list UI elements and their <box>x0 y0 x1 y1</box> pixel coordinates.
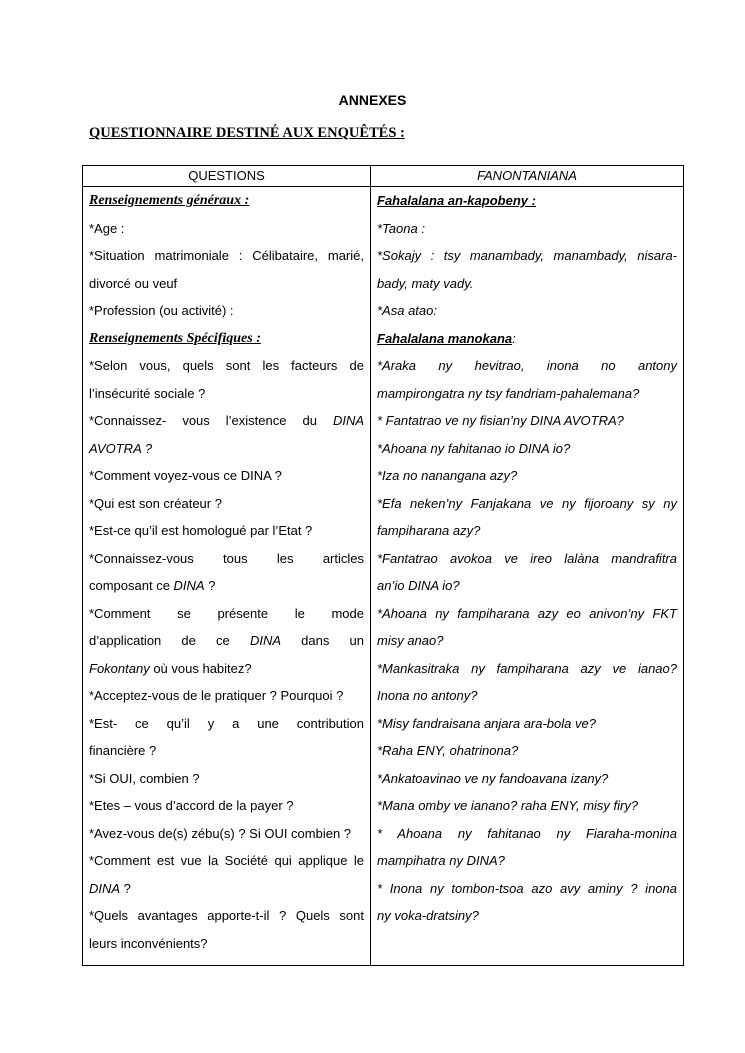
question-connaissez-dina: DINA <box>332 413 364 428</box>
questions-column <box>83 187 371 966</box>
question-mode-habitez: où vous habitez? <box>149 660 252 676</box>
question-age: *Age : <box>89 220 125 236</box>
fanontaniana-tombon-line1: * Inona ny tombon-tsoa azo avy aminy ? inona <box>377 880 677 896</box>
question-zebu: *Avez-vous de(s) zébu(s) ? Si OUI combien ? <box>89 825 352 841</box>
fanontaniana-araka-line1: *Araka ny hevitrao, inona no antony <box>377 358 677 373</box>
question-profession: *Profession (ou activité) : <box>89 303 234 318</box>
question-societe-dina: DINA <box>89 880 121 896</box>
question-connaissez-line2 <box>89 435 364 463</box>
question-mode-line2 <box>89 627 364 655</box>
fanontaniana-fiaraha-line2: mampihatra ny DINA? <box>377 853 505 868</box>
fanontaniana-raha-eny: *Raha ENY, ohatrinona? <box>377 743 519 758</box>
question-avantages-line1: *Quels avantages apporte-t-il ? Quels sont <box>89 908 364 923</box>
question-articles-line1: *Connaissez-vous tous les articles <box>89 550 364 566</box>
fanontaniana-asa: *Asa atao: <box>377 303 437 318</box>
header-questions: QUESTIONS <box>83 166 371 187</box>
fanontaniana-column <box>371 187 684 966</box>
fanontaniana-ahoana-fampiharana-line2: misy anao? <box>377 633 444 648</box>
question-connaissez-avotra: AVOTRA ? <box>89 440 153 456</box>
table-row <box>83 187 684 966</box>
question-situation-line1: *Situation matrimoniale : Célibataire, marié, <box>89 248 364 263</box>
question-mode-dina: DINA <box>249 633 282 648</box>
question-situation-line2: divorcé ou veuf <box>89 275 178 291</box>
page-title: ANNEXES <box>338 92 407 108</box>
fahalalana-manokana-heading <box>377 325 677 353</box>
fanontaniana-tombon-line2: ny voka-dratsiny? <box>377 908 479 923</box>
fanontaniana-fantatrao-avokoa-line1: *Fantatrao avokoa ve ireo lalàna mandrafitra <box>377 550 677 566</box>
fanontaniana-efa-line1: *Efa neken’ny Fanjakana ve ny fijoroany sy ny <box>377 495 677 511</box>
fanontaniana-ahoana-fahitanao: *Ahoana ny fahitanao io DINA io? <box>377 440 571 456</box>
specific-info-heading: Renseignements Spécifiques : <box>89 330 261 346</box>
question-articles-dina: DINA <box>173 578 205 593</box>
question-articles-line2 <box>89 572 364 600</box>
fanontaniana-mana-omby: *Mana omby ve ianano? raha ENY, misy firy? <box>377 798 639 813</box>
question-articles-end: ? <box>204 578 216 593</box>
fanontaniana-efa-line2: fampiharana azy? <box>377 523 481 538</box>
question-facteurs-line2: l’insécurité sociale ? <box>89 385 206 401</box>
question-societe-line2 <box>89 875 364 903</box>
fahalalana-manokana-text: Fahalalana manokana <box>377 330 513 346</box>
question-societe-end: ? <box>120 880 131 896</box>
fanontaniana-misy-fandraisana: *Misy fandraisana anjara ara-bola ve? <box>377 715 596 731</box>
question-si-oui: *Si OUI, combien ? <box>89 770 200 786</box>
question-mode-end: dans un <box>281 633 364 648</box>
general-info-heading: Renseignements généraux : <box>89 193 250 208</box>
questionnaire-subtitle: QUESTIONNAIRE DESTINÉ AUX ENQUÊTÉS : <box>89 125 405 141</box>
question-connaissez-line1 <box>89 407 364 435</box>
table-header-row <box>83 166 684 187</box>
fanontaniana-ankatoavinao: *Ankatoavinao ve ny fandoavana izany? <box>377 770 609 786</box>
fanontaniana-fantatrao-avokoa-line2: an’io DINA io? <box>377 578 460 593</box>
fanontaniana-fantatrao-fisian: * Fantatrao ve ny fisian’ny DINA AVOTRA? <box>377 413 624 428</box>
question-contribution-line1: *Est- ce qu’il y a une contribution <box>89 715 364 731</box>
fanontaniana-fiaraha-line1: * Ahoana ny fahitanao ny Fiaraha-monina <box>377 825 677 841</box>
fahalalana-kapobeny-text: Fahalalana an-kapobeny : <box>377 193 536 208</box>
question-mode-line1: *Comment se présente le mode <box>89 605 364 621</box>
fanontaniana-araka-line2: mampirongatra ny tsy fandriam-pahalemana? <box>377 385 640 401</box>
fanontaniana-sokajy-line1: *Sokajy : tsy manambady, manambady, nisara- <box>377 248 677 263</box>
question-accepter: *Acceptez-vous de le pratiquer ? Pourquoi ? <box>89 688 344 703</box>
question-contribution-line2: financière ? <box>89 743 157 758</box>
fahalalana-kapobeny-heading <box>377 187 677 215</box>
header-fanontaniana: FANONTANIANA <box>371 166 684 187</box>
fanontaniana-sokajy-line2: bady, maty vady. <box>377 275 474 291</box>
question-accord: *Etes – vous d’accord de la payer ? <box>89 798 294 813</box>
question-connaissez-text: *Connaissez- vous l’existence du <box>89 413 333 428</box>
fahalalana-manokana-colon: : <box>512 330 516 346</box>
questionnaire-table <box>82 165 684 966</box>
question-mode-line3 <box>89 655 364 683</box>
question-createur: *Qui est son créateur ? <box>89 495 222 511</box>
question-avantages-line2: leurs inconvénients? <box>89 935 208 951</box>
question-homologue: *Est-ce qu’il est homologué par l’Etat ? <box>89 523 313 538</box>
question-mode-fokontany: Fokontany <box>89 660 150 676</box>
fanontaniana-mankasitraka-line2: Inona no antony? <box>377 688 478 703</box>
question-facteurs-line1: *Selon vous, quels sont les facteurs de <box>89 358 364 373</box>
fanontaniana-taona: *Taona : <box>377 220 425 236</box>
fanontaniana-ahoana-fampiharana-line1: *Ahoana ny fampiharana azy eo anivon’ny FKT <box>377 605 677 621</box>
question-societe-line1: *Comment est vue la Société qui applique le <box>89 853 364 868</box>
question-articles-text: composant ce <box>89 578 174 593</box>
question-comment-voyez: *Comment voyez-vous ce DINA ? <box>89 468 282 483</box>
fanontaniana-mankasitraka-line1: *Mankasitraka ny fampiharana azy ve ianao? <box>377 660 677 676</box>
question-mode-text: d’application de ce <box>89 633 250 648</box>
fanontaniana-iza-nanangana: *Iza no nanangana azy? <box>377 468 518 483</box>
